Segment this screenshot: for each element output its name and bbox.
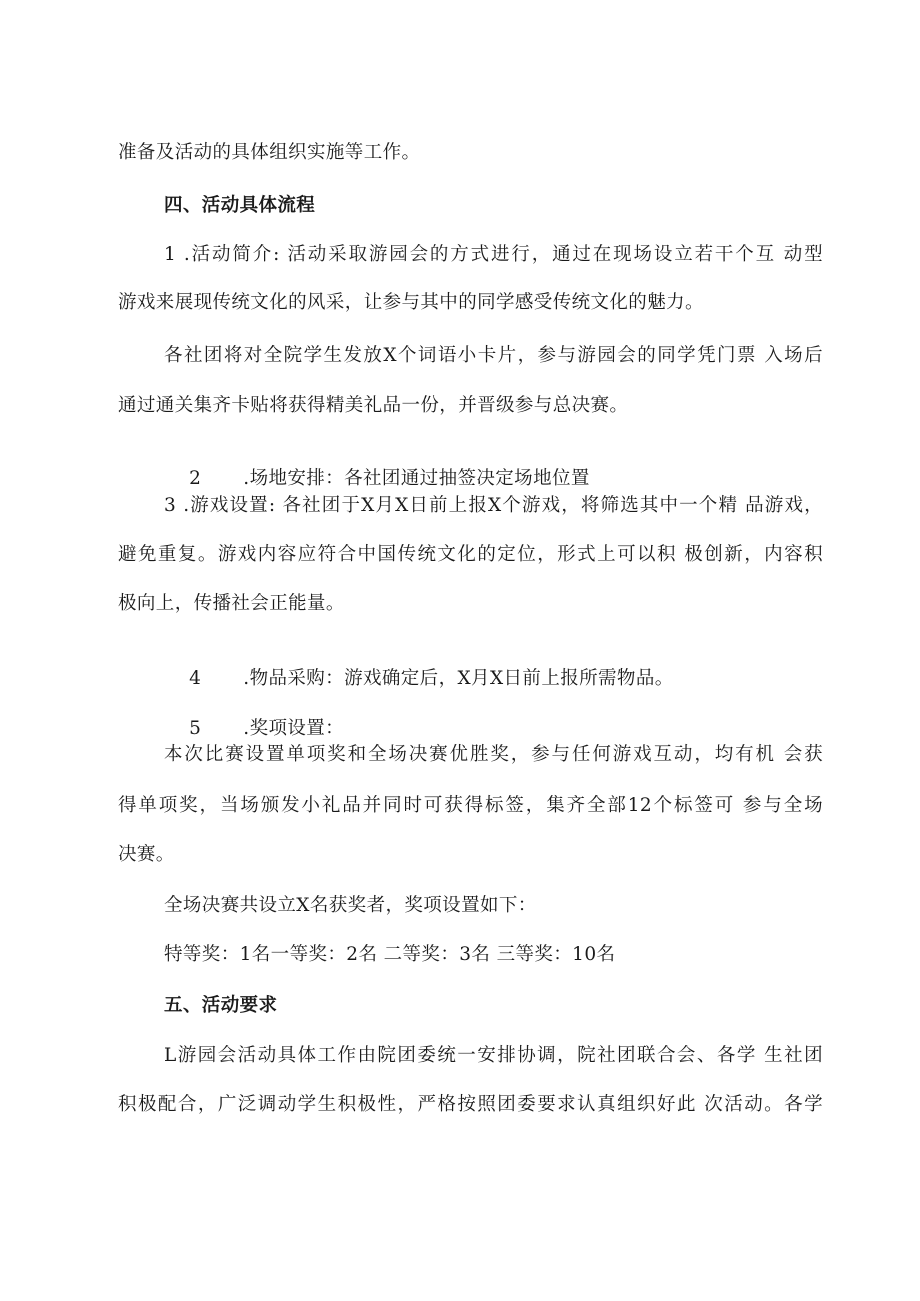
paragraph-line: 通过通关集齐卡贴将获得精美礼品一份，并晋级参与总决赛。	[118, 395, 629, 416]
paragraph-line: 全场决赛共设立X名获奖者，奖项设置如下：	[164, 895, 537, 916]
list-item-number: 2	[189, 468, 202, 489]
paragraph-line: 游戏来展现传统文化的风采，让参与其中的同学感受传统文化的魅力。	[118, 292, 704, 313]
paragraph-line: L游园会活动具体工作由院团委统一安排协调，院社团联合会、各学 生社团	[164, 1045, 823, 1066]
paragraph-line: 极向上，传播社会正能量。	[118, 593, 345, 614]
paragraph-line: 得单项奖，当场颁发小礼品并同时可获得标签，集齐全部12个标签可 参与全场	[118, 795, 823, 816]
list-item-number: 5	[189, 718, 202, 739]
list-item-text: .场地安排：各社团通过抽签决定场地位置	[243, 468, 590, 489]
paragraph-line: 本次比赛设置单项奖和全场决赛优胜奖，参与任何游戏互动，均有机 会获	[164, 744, 823, 765]
paragraph-line: 避免重复。游戏内容应符合中国传统文化的定位，形式上可以积 极创新，内容积	[118, 544, 823, 565]
list-item-text: .奖项设置：	[243, 718, 345, 739]
paragraph-line: 决赛。	[118, 844, 175, 865]
paragraph-line: 积极配合，广泛调动学生积极性，严格按照团委要求认真组织好此 次活动。各学	[118, 1094, 823, 1115]
paragraph-line: 1 .活动简介: 活动采取游园会的方式进行，通过在现场设立若干个互 动型	[164, 244, 823, 265]
section-heading: 五、活动要求	[164, 995, 278, 1016]
list-item-number: 4	[189, 668, 202, 689]
paragraph-line: 准备及活动的具体组织实施等工作。	[118, 142, 421, 163]
section-heading: 四、活动具体流程	[164, 195, 316, 216]
paragraph-line: 3 .游戏设置: 各社团于X月X日前上报X个游戏，将筛选其中一个精 品游戏，	[164, 495, 823, 516]
list-item-text: .物品采购：游戏确定后，X月X日前上报所需物品。	[243, 668, 674, 689]
paragraph-line: 各社团将对全院学生发放X个词语小卡片，参与游园会的同学凭门票 入场后	[164, 345, 823, 366]
prize-list-line: 特等奖：1名一等奖：2名 二等奖：3名 三等奖：10名	[164, 944, 616, 965]
